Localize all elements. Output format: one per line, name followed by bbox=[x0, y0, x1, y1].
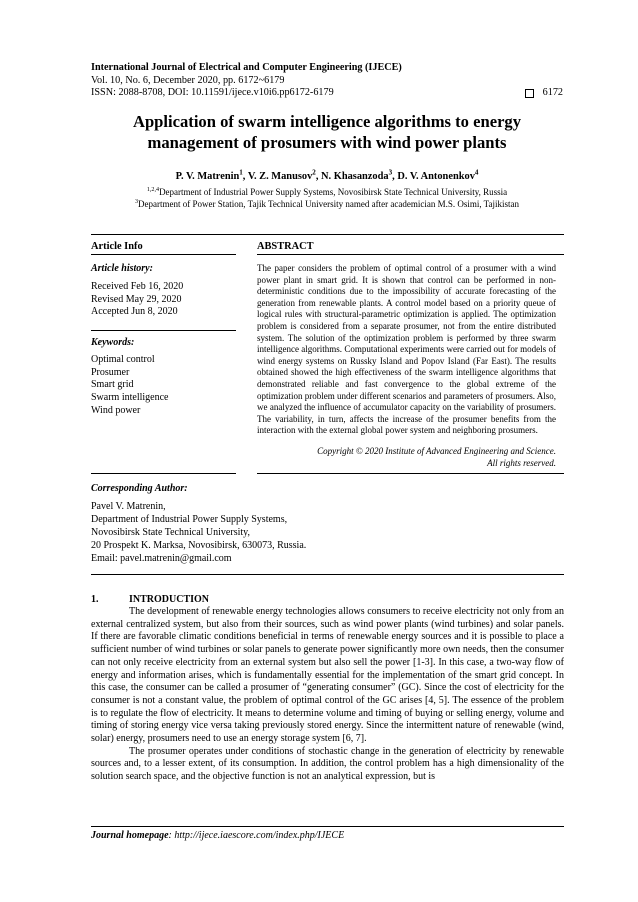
paper-title bbox=[91, 111, 563, 153]
abstract-text: The paper considers the problem of optimal control of a prosumer with a wind power plant in smart grid. It is shown that control can be performed in non-deterministic conditions due to the impossibility of accurate forecasting of the generation from renewable plants. A control model based on a priority queue of logical rules with structural-parametric optimization is applied. The optimization problem is considered from a separate prosumer, not from the entire distributed system. The solution of the optimization problem is performed by three swarm intelligence algorithms. Computational experiments were carried out for models of wind energy systems on Russky Island and Popov Island (Far East). The results obtained showed the high effectiveness of the swarm intelligence algorithms that demonstrated reliable and fast convergence to the global extreme of the optimization problem under different scenarios and parameters of prosumers. Also, we analyzed the influence of accumulator capacity on the variability of prosumers. The variability, in turn, affects the increase of the prosumer benefits from the interaction with the external global power system and neighboring prosumers. bbox=[257, 263, 556, 436]
author-4-sup: 4 bbox=[474, 168, 479, 177]
section-divider bbox=[91, 574, 564, 575]
section-title: INTRODUCTION bbox=[129, 594, 210, 605]
history-accepted: Accepted Jun 8, 2020 bbox=[91, 306, 178, 318]
affiliation-1: $^{1,2,4}$Department of Industrial Power Supply Systems, Novosibirsk State Technical University, Russia bbox=[146, 187, 508, 197]
title-line-1: Application of swarm intelligence algorithms to energy bbox=[132, 112, 522, 131]
journal-homepage bbox=[91, 830, 344, 841]
footer-url[interactable]: : http://ijece.iaescore.com/index.php/IJECE bbox=[168, 830, 345, 841]
abstract-underline bbox=[257, 254, 564, 255]
author-3: N. Khasanzoda bbox=[321, 171, 389, 182]
top-divider bbox=[91, 234, 564, 235]
keyword: Wind power bbox=[91, 404, 141, 416]
title-line-2: management of prosumers with wind power plants bbox=[147, 133, 507, 152]
footer-divider bbox=[91, 826, 564, 827]
corr-dept: Department of Industrial Power Supply Systems, bbox=[91, 514, 288, 525]
page-number: 6172 bbox=[542, 87, 563, 98]
affiliation-2: $^3$Department of Power Station, Tajik Technical University named after academician M.S. Osimi, Tajikistan bbox=[134, 199, 520, 209]
keyword: Prosumer bbox=[91, 366, 130, 378]
issn-line: ISSN: 2088-8708, DOI: 10.11591/ijece.v10i6.pp6172-6179 bbox=[91, 87, 334, 98]
running-header bbox=[91, 62, 563, 100]
author-3-sup: 3 bbox=[388, 168, 393, 177]
keywords-label: Keywords: bbox=[91, 337, 135, 348]
author-1: P. V. Matrenin bbox=[175, 171, 240, 182]
keyword: Swarm intelligence bbox=[91, 392, 169, 404]
article-history-label: Article history: bbox=[91, 263, 153, 274]
footer-label: Journal homepage bbox=[91, 830, 169, 841]
copyright-notice: Copyright © 2020 Institute of Advanced Engineering and Science. All rights reserved. bbox=[317, 446, 556, 468]
author-1-sup: 1 bbox=[239, 168, 243, 177]
corresponding-author-block bbox=[91, 500, 306, 565]
paragraph-1: The development of renewable energy technologies allows consumers to receive electricity not only from an external centralized system, but also from their sources, such as wind power plants (wind turbines) and solar panels. If there are favorable climatic conditions beneficial in terms of renewable energy sources and it is possible to place a sufficient number of wind turbines or solar panels to generate power significantly more own needs, then the consumer can not only receive electricity from an external system but also sell the power [1-3]. In this case, a two-way flow of energy and information arises, which is fundamentally essential for the implementation of the smart grid concept. In this case, the consumer can be called a prosumer of “generating consumer” (GC). Since the cost of electricity for the consumer is not a constant value, the problem of optimal control of the GC arises [4, 5]. The essence of the problem is to regulate the flow of electricity. It means to determine volume and timing of buying or selling energy, volume and timing of storing energy vice versa taking previously stored energy. Since the intermittent nature of renewable (wind, solar) energy, prosumers need to use an energy storage system [6, 7]. bbox=[91, 606, 564, 745]
author-4: D. V. Antonenkov bbox=[397, 171, 475, 182]
article-info-heading: Article Info bbox=[91, 241, 143, 252]
journal-name: International Journal of Electrical and Computer Engineering (IJECE) bbox=[91, 62, 402, 73]
body-text bbox=[91, 606, 564, 784]
paragraph-2: The prosumer operates under conditions of stochastic change in the generation of electricity by renewable sources and, to a lesser extent, of its consumption. In addition, the control problem has a high dimensionality of the solution search space, and the objective function is not an analytical expression, but is bbox=[91, 745, 564, 783]
keywords-divider bbox=[91, 330, 236, 331]
history-revised: Revised May 29, 2020 bbox=[91, 293, 182, 305]
history-received: Received Feb 16, 2020 bbox=[91, 281, 184, 292]
abstract-bottom-divider bbox=[257, 473, 564, 474]
article-info-underline bbox=[91, 254, 236, 255]
section-heading bbox=[91, 594, 209, 605]
author-2-sup: 2 bbox=[312, 168, 316, 177]
authors-line: P. V. Matrenin$^1$, V. Z. Manusov$^2$, N. Khasanzoda$^3$, D. V. Antonenkov$^4$ bbox=[175, 168, 479, 182]
square-icon bbox=[525, 89, 534, 98]
corr-email: Email: pavel.matrenin@gmail.com bbox=[91, 553, 232, 564]
author-2: V. Z. Manusov bbox=[247, 171, 313, 182]
info-bottom-divider bbox=[91, 473, 236, 474]
keyword: Smart grid bbox=[91, 379, 134, 391]
corr-univ: Novosibirsk State Technical University, bbox=[91, 527, 250, 538]
volume-line: Vol. 10, No. 6, December 2020, pp. 6172~6179 bbox=[91, 74, 285, 86]
abstract-heading: ABSTRACT bbox=[257, 241, 314, 252]
corr-name: Pavel V. Matrenin, bbox=[91, 501, 166, 512]
keyword: Optimal control bbox=[91, 354, 155, 365]
corresponding-author-label: Corresponding Author: bbox=[91, 483, 188, 494]
keywords-list bbox=[91, 354, 168, 418]
affiliations bbox=[91, 186, 563, 210]
history-list bbox=[91, 281, 183, 319]
corr-address: 20 Prospekt K. Marksa, Novosibirsk, 630073, Russia. bbox=[91, 540, 307, 551]
section-number: 1. bbox=[91, 594, 99, 605]
